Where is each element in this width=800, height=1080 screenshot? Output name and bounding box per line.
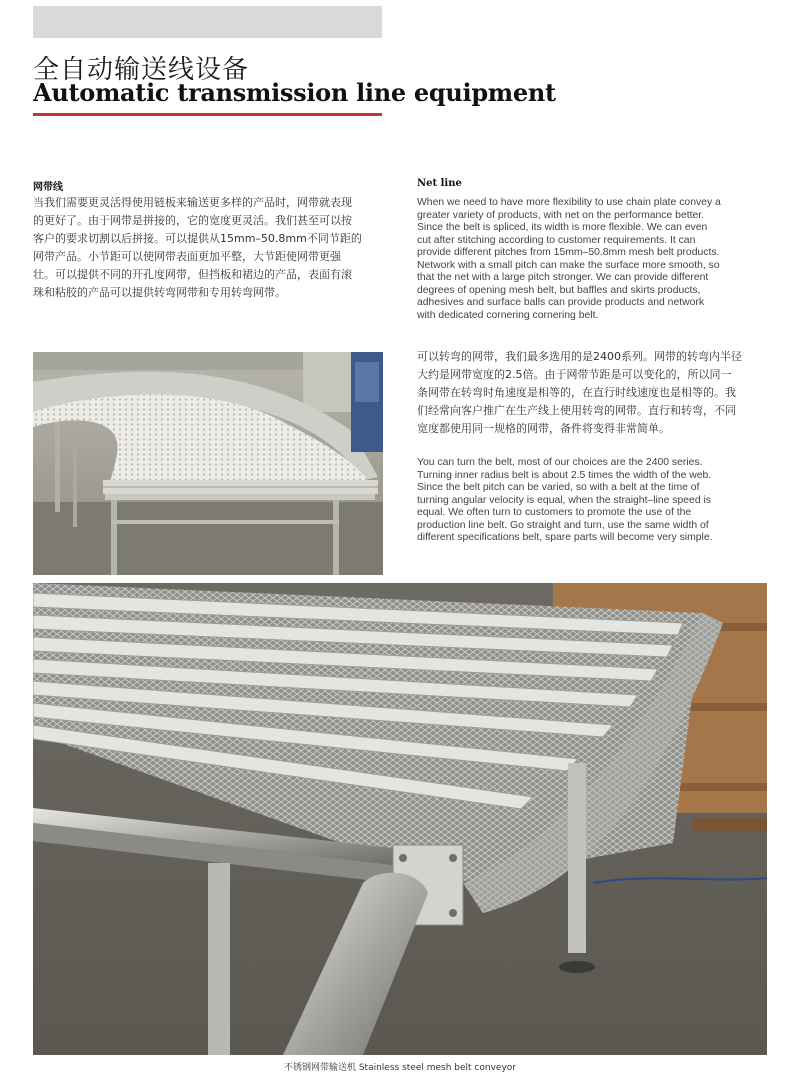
net-line-heading-zh: 网带线	[33, 182, 63, 193]
header-bar	[33, 6, 382, 38]
mesh-belt-conveyor-photo	[33, 583, 767, 1055]
title-underline	[33, 113, 382, 116]
curved-belt-conveyor-photo	[33, 352, 383, 575]
net-line-heading-en: Net line	[417, 178, 462, 189]
net-line-body-en: When we need to have more flexibility to use chain plate convey a greater variety of products, with net on the performance better. Since the belt is spliced, its width is more flexible. We can even cut after stitching according to customer requirements. It can provide different pitches from 15mm–50.8mm mesh belt products. Network with a small pitch can make the surface more smooth, so that the net with a large pitch stronger. We can provide different degrees of opening mesh belt, but baffles and skirts products, adhesives and surface balls can provide products and network with dedicated cornering cornering belt.	[417, 197, 721, 321]
turning-body-en: You can turn the belt, most of our choices are the 2400 series. Turning inner radius belt is about 2.5 times the width of the web. Since the belt pitch can be varied, so with a belt at the time of turning angular velocity is equal, when the straight–line speed is equal. We often turn to customers to promote the use of the production line belt. Go straight and turn, use the same width of different specifications belt, spare parts will become very simple.	[417, 457, 713, 543]
net-line-body-zh: 当我们需要更灵活得使用链板来输送更多样的产品时，网带就表现 的更好了。由于网带是拼接的，它的宽度更灵活。我们甚至可以按 客户的要求切割以后拼接。可以提供从15mm–50.8mm不同节距的 网带产品。小节距可以使网带表面更加平整，大节距使网带更强 壮。可以提供不同的开孔度网带，但挡板和裙边的产品，表面有滚 珠和粘胶的产品可以提供转弯网带和专用转弯网带。	[33, 196, 362, 299]
photo-caption: 不锈钢网带输送机 Stainless steel mesh belt conveyor	[283, 1063, 516, 1073]
page-title-zh: 全自动输送线设备	[33, 55, 250, 85]
page-title-en: Automatic transmission line equipment	[33, 78, 556, 107]
turning-body-zh: 可以转弯的网带，我们最多选用的是2400系列。网带的转弯内半径 大约是网带宽度的2.5倍。由于网带节距是可以变化的，所以同一 条网带在转弯时角速度是相等的，在直行时线速度也是相等的。我 们经常向客户推广在生产线上使用转弯的网带。直行和转弯，不同 宽度都使用同一规格的网带，备件将变得非常简单。	[417, 350, 742, 435]
